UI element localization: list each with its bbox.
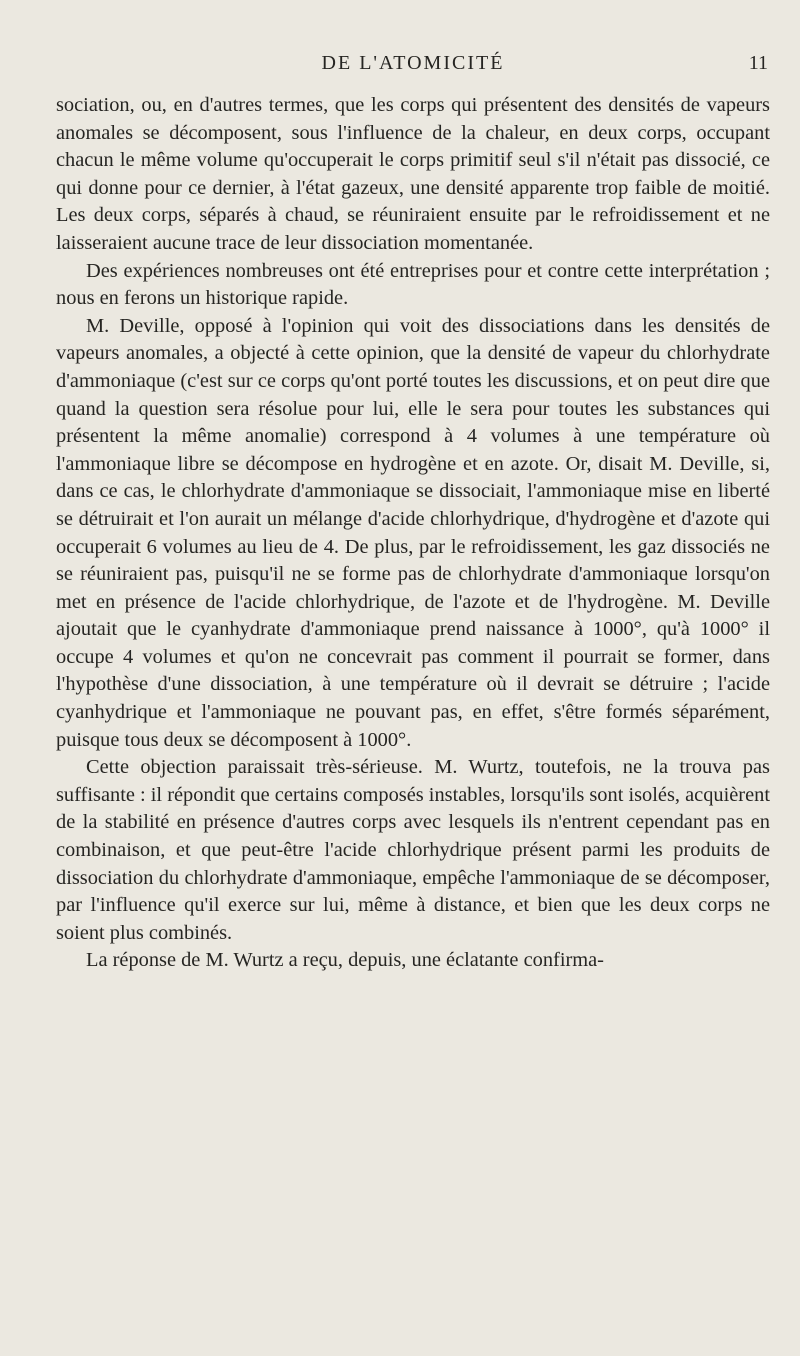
paragraph-experiences: Des expériences nombreuses ont été entreprises pour et contre cette interprétation ; nous en ferons un historique rapide.: [56, 259, 770, 310]
running-head: [56, 51, 770, 75]
paragraph-wurtz-reply: Cette objection paraissait très-sérieuse. M. Wurtz, toutefois, ne la trouva pas suffisante : il répondit que certains composés instables, lorsqu'ils sont isolés, acquièrent de la stabilité en présence d'autres corps avec lesquels ils n'entrent cependant pas en combinaison, et que peut-être l'acide chlorhydrique présent parmi les produits de dissociation du chlorhydrate d'ammoniaque, empêche l'ammoniaque de se décomposer, par l'influence qu'il exerce sur lui, même à distance, et bien que les deux corps ne soient plus combinés.: [56, 756, 771, 944]
running-title: DE L'ATOMICITÉ: [321, 52, 505, 74]
paragraph-deville-objection: M. Deville, opposé à l'opinion qui voit des dissociations dans les densités de vapeurs anomales, a objecté à cette opinion, que la densité de vapeur du chlorhydrate d'ammoniaque (c'est sur ce corps qu'ont porté toutes les discussions, et on peut dire que quand la question sera résolue pour lui, elle le sera pour toutes les substances qui présentent la même anomalie) correspond à 4 volumes à une température où l'ammoniaque libre se décompose en hydrogène et en azote. Or, disait M. Deville, si, dans ce cas, le chlorhydrate d'ammoniaque se dissociait, l'ammoniaque mise en liberté se détruirait et l'on aurait un mélange d'acide chlorhydrique, d'hydrogène et d'azote qui occuperait 6 volumes au lieu de 4. De plus, par le refroidissement, les gaz dissociés ne se réuniraient pas, puisqu'il ne se forme pas de chlorhydrate d'ammoniaque lorsqu'on met en présence de l'acide chlorhydrique, de l'azote et de l'hydrogène. M. Deville ajoutait que le cyanhydrate d'ammoniaque prend naissance à 1000°, qu'à 1000° il occupe 4 volumes et qu'on ne concevrait pas comment il pourrait se former, dans l'hypothèse d'une dissociation, à une température où il devrait se détruire ; l'acide cyanhydrique et l'ammoniaque ne pouvant pas, en effet, s'être formés séparément, puisque tous deux se décomposent à 1000°.: [56, 314, 770, 751]
body-text: [56, 92, 770, 975]
paragraph-continuation: sociation, ou, en d'autres termes, que les corps qui présentent des densités de vapeurs anomales se décomposent, sous l'influence de la chaleur, en deux corps, occupant chacun le même volume qu'occuperait le corps primitif seul s'il n'était pas dissocié, ce qui donne pour ce dernier, à l'état gazeux, une densité apparente trop faible de moitié. Les deux corps, séparés à chaud, se réuniraient ensuite par le refroidissement et ne laisseraient aucune trace de leur dissociation momentanée.: [56, 94, 770, 254]
page-number: 11: [748, 52, 768, 74]
paragraph-confirmation: La réponse de M. Wurtz a reçu, depuis, une éclatante confirma-: [86, 949, 604, 972]
